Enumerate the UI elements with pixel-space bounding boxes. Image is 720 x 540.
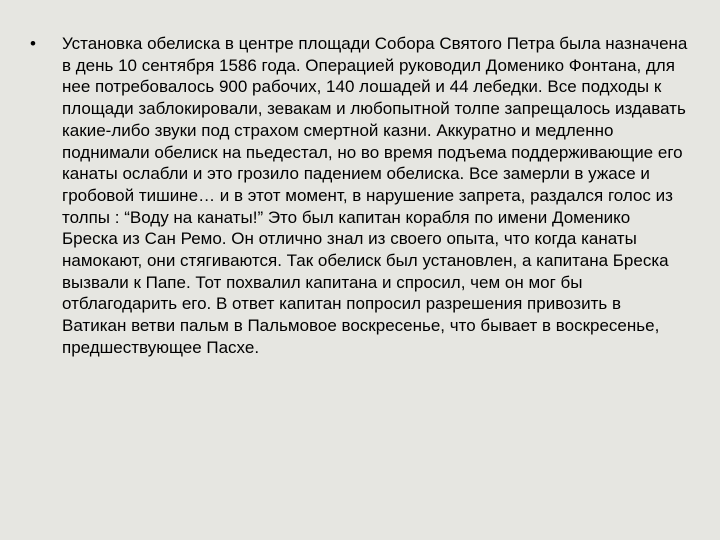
bullet-icon: • xyxy=(30,34,36,53)
bullet-item xyxy=(30,33,690,359)
bullet-list xyxy=(30,33,690,359)
paragraph-text: Установка обелиска в центре площади Собора Святого Петра была назначена в день 10 сентября 1586 года. Операцией руководил Доменико Фонтана, для нее потребовалось 900 рабочих, 140 лошадей и 44 лебедки. Все подходы к площади заблокировали, зевакам и любопытной толпе запрещалось издавать какие-либо звуки под страхом смертной казни. Аккуратно и медленно поднимали обелиск на пьедестал, но во время подъема поддерживающие его канаты ослабли и это грозило падением обелиска. Все замерли в ужасе и гробовой тишине… и в этот момент, в нарушение запрета, раздался голос из толпы : “Воду на канаты!” Это был капитан корабля по имени Доменико Бреска из Сан Ремо. Он отлично знал из своего опыта, что когда канаты намокают, они стягиваются. Так обелиск был установлен, а капитана Бреска вызвали к Папе. Тот похвалил капитана и спросил, чем он мог бы отблагодарить его. В ответ капитан попросил разрешения привозить в Ватикан ветви пальм в Пальмовое воскресенье, что бывает в воскресенье, предшествующее Пасхе. xyxy=(62,34,688,357)
